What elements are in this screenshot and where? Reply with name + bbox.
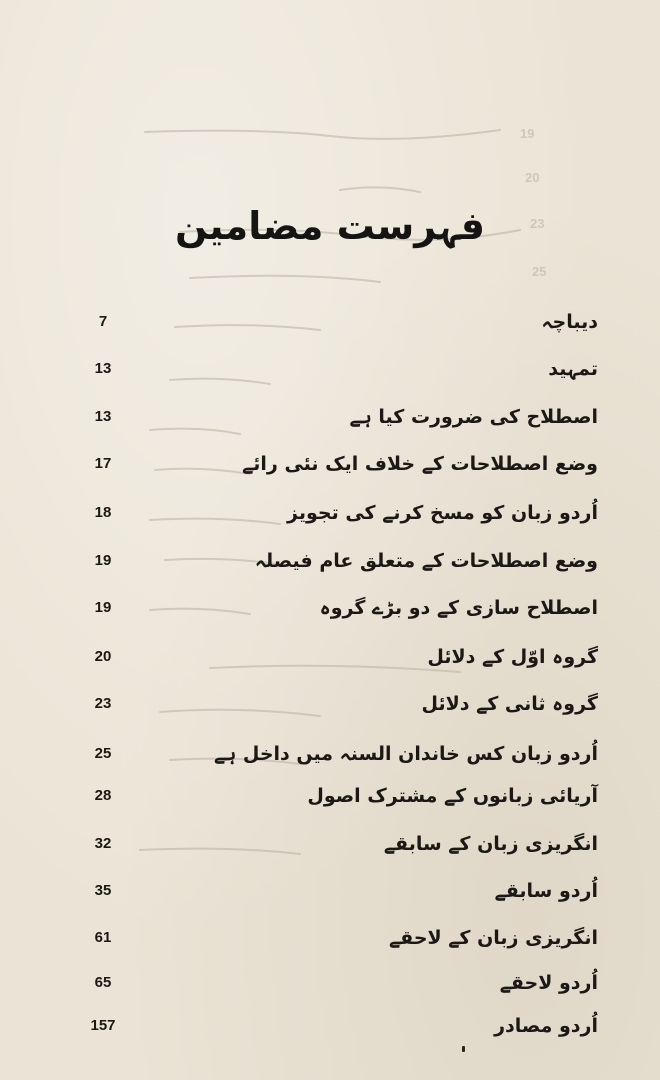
toc-page-number: 61 — [94, 929, 112, 946]
toc-heading: اُردو زبان کس خاندان السنہ میں داخل ہے — [214, 743, 598, 765]
toc-entry — [78, 918, 598, 958]
toc-page-number: 13 — [94, 408, 112, 425]
toc-page-number: 35 — [94, 882, 112, 899]
page-title: فہرست مضامین — [174, 204, 486, 248]
toc-entry — [78, 871, 598, 911]
toc-page-number: 65 — [94, 974, 112, 991]
toc-heading: اصطلاح سازی کے دو بڑے گروہ — [319, 597, 598, 619]
toc-page-number: 25 — [94, 745, 112, 762]
toc-entry — [78, 824, 598, 864]
toc-heading: اُردو مصادر — [494, 1015, 598, 1037]
toc-entry — [78, 541, 598, 581]
toc-page-number: 7 — [98, 313, 108, 330]
toc-page-number: 18 — [94, 504, 112, 521]
toc-heading: اُردو زبان کو مسخ کرنے کی تجویز — [287, 502, 598, 524]
toc-entry — [78, 397, 598, 437]
toc-heading: تمہید — [548, 358, 598, 380]
toc-page-number: 13 — [94, 360, 112, 377]
toc-heading: اُردو لاحقے — [499, 972, 598, 994]
toc-entry — [78, 588, 598, 628]
toc-entry — [78, 776, 598, 816]
toc-entry — [78, 302, 598, 342]
toc-page-number: 157 — [90, 1017, 116, 1034]
toc-entry — [78, 1006, 598, 1046]
toc-page-number: 32 — [94, 835, 112, 852]
toc-entry — [78, 349, 598, 389]
toc-page-number: 19 — [94, 599, 112, 616]
toc-heading: وضع اصطلاحات کے خلاف ایک نئی رائے — [242, 453, 598, 475]
toc-heading: گروہ ثانی کے دلائل — [421, 693, 598, 715]
toc-heading: گروہ اوّل کے دلائل — [427, 646, 598, 668]
toc-heading: آریائی زبانوں کے مشترک اصول — [307, 785, 598, 807]
toc-page-number: 20 — [94, 648, 112, 665]
toc-entry — [78, 734, 598, 774]
toc-entry — [78, 444, 598, 484]
toc-page-number: 23 — [94, 695, 112, 712]
toc-heading: اُردو سابقے — [494, 880, 598, 902]
toc-entry — [78, 963, 598, 1003]
toc-entry — [78, 684, 598, 724]
toc-page-number: 28 — [94, 787, 112, 804]
svg-text:23: 23 — [530, 216, 545, 231]
toc-page-number: 17 — [94, 455, 112, 472]
svg-text:19: 19 — [520, 126, 535, 141]
toc-heading: دیباچہ — [541, 311, 598, 333]
toc-heading: انگریزی زبان کے لاحقے — [389, 927, 598, 949]
toc-entry — [78, 637, 598, 677]
toc-heading: وضع اصطلاحات کے متعلق عام فیصلہ — [254, 550, 598, 572]
ink-mark — [462, 1046, 465, 1052]
toc-heading: اصطلاح کی ضرورت کیا ہے — [349, 406, 598, 428]
toc-page-number: 19 — [94, 552, 112, 569]
svg-text:20: 20 — [525, 170, 540, 185]
svg-text:25: 25 — [532, 264, 547, 279]
toc-entry — [78, 493, 598, 533]
toc-heading: انگریزی زبان کے سابقے — [383, 833, 598, 855]
